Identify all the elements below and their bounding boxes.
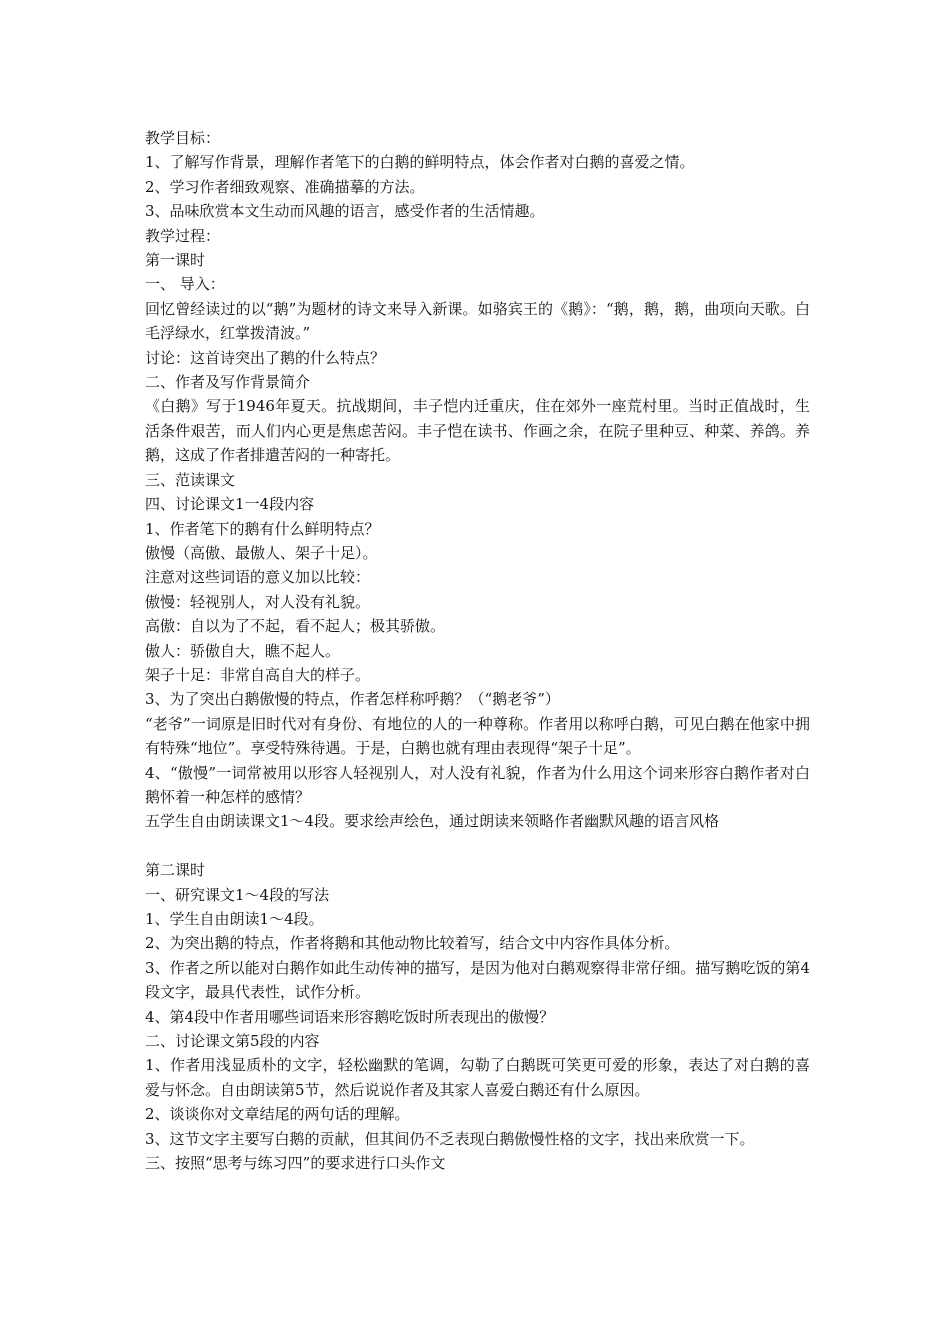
section-heading: 三、范读课文 [145,470,236,489]
goal-item: 2、学习作者细致观察、准确描摹的方法。 [145,177,425,196]
question-item: 1、学生自由朗读1～4段。 [145,909,324,928]
word-definition: 架子十足：非常自高自大的样子。 [145,665,371,684]
word-definition: 傲慢：轻视别人，对人没有礼貌。 [145,592,371,611]
discussion-question: 讨论：这首诗突出了鹅的什么特点？ [145,348,386,367]
question-item: 1、作者用浅显质朴的文字，轻松幽默的笔调，勾勒了白鹅既可笑更可爱的形象，表达了对白鹅的喜爱与怀念。自由朗读第5节，然后说说作者及其家人喜爱白鹅还有什么原因。 [145,1056,810,1099]
section-heading: 一、研究课文1～4段的写法 [145,885,330,904]
word-definition: 傲人：骄傲自大，瞧不起人。 [145,641,341,660]
blank-line [145,834,810,858]
answer-text: 傲慢（高傲、最傲人、架子十足）。 [145,543,378,562]
lesson1-heading: 第一课时 [145,251,206,270]
goal-item: 1、了解写作背景，理解作者笔下的白鹅的鲜明特点，体会作者对白鹅的喜爱之情。 [145,153,695,172]
question-item: 3、这节文字主要写白鹅的贡献，但其间仍不乏表现白鹅傲慢性格的文字，找出来欣赏一下。 [145,1129,755,1148]
question-item: 3、作者之所以能对白鹅作如此生动传神的描写，是因为他对白鹅观察得非常仔细。描写鹅吃饭的第4段文字，最具代表性，试作分析。 [145,958,810,1002]
section-heading: 二、讨论课文第5段的内容 [145,1032,320,1051]
question-item: 2、谈谈你对文章结尾的两句话的理解。 [145,1105,410,1124]
word-definition: 高傲：自以为了不起，看不起人；极其骄傲。 [145,617,446,636]
question-item: 4、“傲慢”一词常被用以形容人轻视别人，对人没有礼貌，作者为什么用这个词来形容白鹅作者对白鹅怀着一种怎样的感情？ [145,763,810,806]
lesson2-heading: 第二课时 [145,861,206,880]
section-heading: 四、讨论课文1一4段内容 [145,495,315,514]
paragraph: 回忆曾经读过的以“鹅”为题材的诗文来导入新课。如骆宾王的《鹅》：“鹅，鹅，鹅，曲项向天歌。白毛浮绿水，红掌拨清波。” [145,299,810,343]
note-text: 注意对这些词语的意义加以比较： [145,568,371,587]
question-item: 2、为突出鹅的特点，作者将鹅和其他动物比较着写，结合文中内容作具体分析。 [145,934,680,953]
paragraph: “老爷”一词原是旧时代对有身份、有地位的人的一种尊称。作者用以称呼白鹅，可见白鹅在他家中拥有特殊“地位”。享受特殊待遇。于是，白鹅也就有理由表现得“架子十足”。 [145,714,810,758]
section-heading: 一、 导入： [145,275,225,294]
question-item: 4、第4段中作者用哪些词语来形容鹅吃饭时所表现出的傲慢？ [145,1007,555,1026]
section-heading: 五学生自由朗读课文1～4段。要求绘声绘色，通过朗读来领略作者幽默风趣的语言风格 [145,812,720,831]
question-item: 3、为了突出白鹅傲慢的特点，作者怎样称呼鹅？（“鹅老爷”） [145,690,560,709]
paragraph: 《白鹅》写于1946年夏天。抗战期间，丰子恺内迁重庆，住在郊外一座荒村里。当时正值战时，生活条件艰苦，而人们内心更是焦虑苦闷。丰子恺在读书、作画之余，在院子里种豆、种菜、养鸽。养鹅，这成了作者排遣苦闷的一种寄托。 [145,397,810,465]
section-heading: 二、作者及写作背景简介 [145,373,311,392]
section-heading: 三、按照“思考与练习四”的要求进行口头作文 [145,1154,446,1173]
document-page [145,126,810,1175]
process-heading: 教学过程： [145,226,221,245]
goal-item: 3、品味欣赏本文生动而风趣的语言，感受作者的生活情趣。 [145,202,545,221]
question-item: 1、作者笔下的鹅有什么鲜明特点？ [145,519,380,538]
goals-heading: 教学目标： [145,129,221,147]
